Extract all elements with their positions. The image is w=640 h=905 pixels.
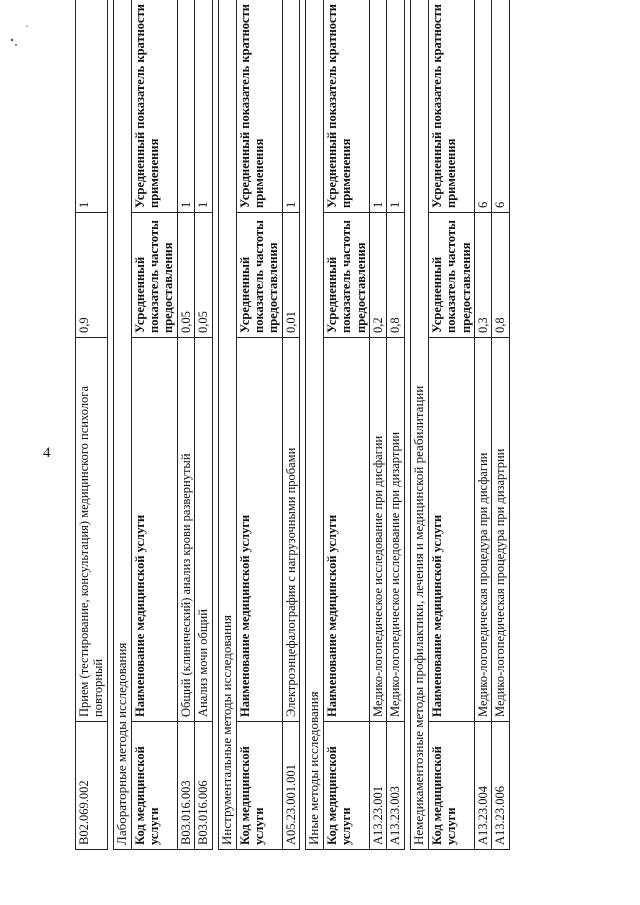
service-code: А13.23.004 <box>474 722 491 850</box>
multiplicity-value: 1 <box>370 0 387 213</box>
multiplicity-value: 6 <box>492 0 509 213</box>
section-row <box>306 0 324 850</box>
service-code: В03.016.003 <box>177 722 194 850</box>
table-row <box>387 0 404 850</box>
service-code: В03.016.006 <box>195 722 212 850</box>
multiplicity-value: 1 <box>177 0 194 213</box>
header-multiplicity: Усредненный показатель кратности применения <box>323 0 369 213</box>
frequency-value: 0,05 <box>195 213 212 338</box>
header-name: Наименование медицинской услуги <box>236 338 282 722</box>
scan-specks <box>0 0 40 60</box>
service-name: Медико-логопедическая процедура при дисфагии <box>474 338 491 722</box>
table-header-row <box>131 0 177 850</box>
service-name: Медико-логопедическое исследование при дизартрии <box>387 338 404 722</box>
frequency-value: 0,8 <box>492 213 509 338</box>
service-name: Медико-логопедическое исследование при дисфагии <box>370 338 387 722</box>
multiplicity-value: 1 <box>195 0 212 213</box>
service-code: А13.23.006 <box>492 722 509 850</box>
header-frequency: Усредненный показатель частоты предоставления <box>428 213 474 338</box>
header-code: Код медицинской услуги <box>428 722 474 850</box>
header-multiplicity: Усредненный показатель кратности применения <box>236 0 282 213</box>
section-row <box>218 0 236 850</box>
table-row <box>492 0 509 850</box>
table-header-row <box>428 0 474 850</box>
service-name: Общий (клинический) анализ крови развернутый <box>177 338 194 722</box>
header-code: Код медицинской услуги <box>236 722 282 850</box>
section-title: Немедикаментозные методы профилактики, лечения и медицинской реабилитации <box>410 0 428 850</box>
header-multiplicity: Усредненный показатель кратности применения <box>428 0 474 213</box>
multiplicity-value: 1 <box>387 0 404 213</box>
header-name: Наименование медицинской услуги <box>428 338 474 722</box>
table-row <box>282 0 299 850</box>
header-multiplicity: Усредненный показатель кратности применения <box>131 0 177 213</box>
section-title: Инструментальные методы исследования <box>218 0 236 850</box>
service-code: А13.23.003 <box>387 722 404 850</box>
frequency-value: 0,05 <box>177 213 194 338</box>
section-title: Иные методы исследования <box>306 0 324 850</box>
service-code: А05.23.001.001 <box>282 722 299 850</box>
page-number: 4 <box>43 445 51 461</box>
service-name: Электроэнцефалография с нагрузочными пробами <box>282 338 299 722</box>
header-code: Код медицинской услуги <box>131 722 177 850</box>
table-header-row <box>236 0 282 850</box>
service-code: В02.069.002 <box>76 722 108 850</box>
header-name: Наименование медицинской услуги <box>131 338 177 722</box>
services-table <box>75 0 510 850</box>
multiplicity-value: 1 <box>76 0 108 213</box>
table-row <box>76 0 108 850</box>
rotated-page <box>75 0 587 850</box>
service-name: Прием (тестирование, консультация) медицинского психолога повторный <box>76 338 108 722</box>
frequency-value: 0,8 <box>387 213 404 338</box>
multiplicity-value: 1 <box>282 0 299 213</box>
multiplicity-value: 6 <box>474 0 491 213</box>
header-frequency: Усредненный показатель частоты предоставления <box>131 213 177 338</box>
frequency-value: 0,2 <box>370 213 387 338</box>
header-frequency: Усредненный показатель частоты предоставления <box>236 213 282 338</box>
header-name: Наименование медицинской услуги <box>323 338 369 722</box>
table-row <box>474 0 491 850</box>
table-header-row <box>323 0 369 850</box>
section-row <box>410 0 428 850</box>
header-frequency: Усредненный показатель частоты предоставления <box>323 213 369 338</box>
table-row <box>195 0 212 850</box>
service-name: Медико-логопедическая процедура при дизартрии <box>492 338 509 722</box>
frequency-value: 0,01 <box>282 213 299 338</box>
section-title: Лабораторные методы исследования <box>113 0 131 850</box>
table-row <box>177 0 194 850</box>
service-name: Анализ мочи общий <box>195 338 212 722</box>
frequency-value: 0,9 <box>76 213 108 338</box>
frequency-value: 0,3 <box>474 213 491 338</box>
header-code: Код медицинской услуги <box>323 722 369 850</box>
section-row <box>113 0 131 850</box>
service-code: А13.23.001 <box>370 722 387 850</box>
table-row <box>370 0 387 850</box>
